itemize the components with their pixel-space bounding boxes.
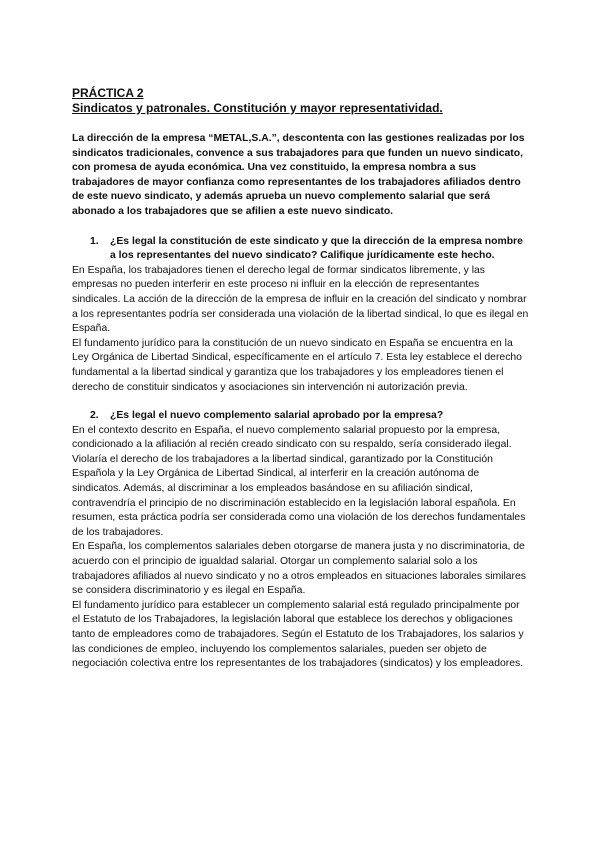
document-title: PRÁCTICA 2 <box>72 86 144 100</box>
answer-1-paragraph-2: El fundamento jurídico para la constitución de un nuevo sindicato en España se encuentra en la Ley Orgánica de Libertad Sindical, específicamente en el artículo 7. Esta ley establece el derecho fundamental a la libertad sindical y garantiza que los trabajadores y los empleadores tienen el derecho de constituir sindicatos y asociaciones sin intervención ni autorización previa. <box>72 337 522 393</box>
section-spacer <box>72 395 530 409</box>
document-page <box>72 86 530 672</box>
document-subtitle: Sindicatos y patronales. Constitución y mayor representatividad. <box>72 101 443 115</box>
question-2-text: ¿Es legal el nuevo complemento salarial aprobado por la empresa? <box>110 410 444 422</box>
question-1-number: 1. <box>90 235 99 247</box>
answer-2-paragraph-2: En España, los complementos salariales deben otorgarse de manera justa y no discriminatoria, de acuerdo con el principio de igualdad salarial. Otorgar un complemento salarial solo a los trabajadores afiliados al nuevo sindicato y no a otros empleados en situaciones laborales similares se considera discriminatorio y es ilegal en España. <box>72 541 526 597</box>
answer-2-paragraph-3: El fundamento jurídico para establecer un complemento salarial está regulado principalmente por el Estatuto de los Trabajadores, la legislación laboral que establece los derechos y obligaciones tanto de empleadores como de trabajadores. Según el Estatuto de los Trabajadores, los salarios y las condiciones de empleo, incluyendo los complementos salariales, pueden ser objeto de negociación colectiva entre los representantes de los trabajadores (sindicatos) y los empleadores. <box>72 599 524 670</box>
answer-2-paragraph-1: En el contexto descrito en España, el nuevo complemento salarial propuesto por la empresa, condicionado a la afiliación al recién creado sindicato con su respaldo, sería considerado ilegal. Violaría el derecho de los trabajadores a la libertad sindical, garantizado por la Constitución Española y la Ley Orgánica de Libertad Sindical, al interferir en la creación autónoma de sindicatos. Además, al discriminar a los empleados basándose en su afiliación sindical, contravendría el principio de no discriminación establecido en la legislación laboral española. En resumen, esta práctica podría ser considerada como una violación de los derechos fundamentales de los trabajadores. <box>72 424 526 538</box>
answer-1-paragraph-1: En España, los trabajadores tienen el derecho legal de formar sindicatos libremente, y las empresas no pueden interferir en este proceso ni influir en la elección de representantes sindicales. La acción de la dirección de la empresa de influir en la creación del sindicato y nombrar a los representantes podría ser considerada una violación de la libertad sindical, lo que es ilegal en España. <box>72 264 529 335</box>
question-2-number: 2. <box>90 410 99 422</box>
case-statement: La dirección de la empresa “METAL,S.A.”, descontenta con las gestiones realizadas por los sindicatos tradicionales, convence a sus trabajadores para que funden un nuevo sindicato, con promesa de ayuda económica. Una vez constituido, la empresa nombra a sus trabajadores de mayor confianza como representantes de los trabajadores afiliados dentro de este nuevo sindicato, y además aprueba un nuevo complemento salarial que será abonado a los trabajadores que se afilien a este nuevo sindicato. <box>72 133 525 217</box>
question-2 <box>72 409 530 424</box>
question-1 <box>72 235 530 264</box>
question-1-text: ¿Es legal la constitución de este sindicato y que la dirección de la empresa nombre a los representantes del nuevo sindicato? Califique jurídicamente este hecho. <box>110 235 523 262</box>
